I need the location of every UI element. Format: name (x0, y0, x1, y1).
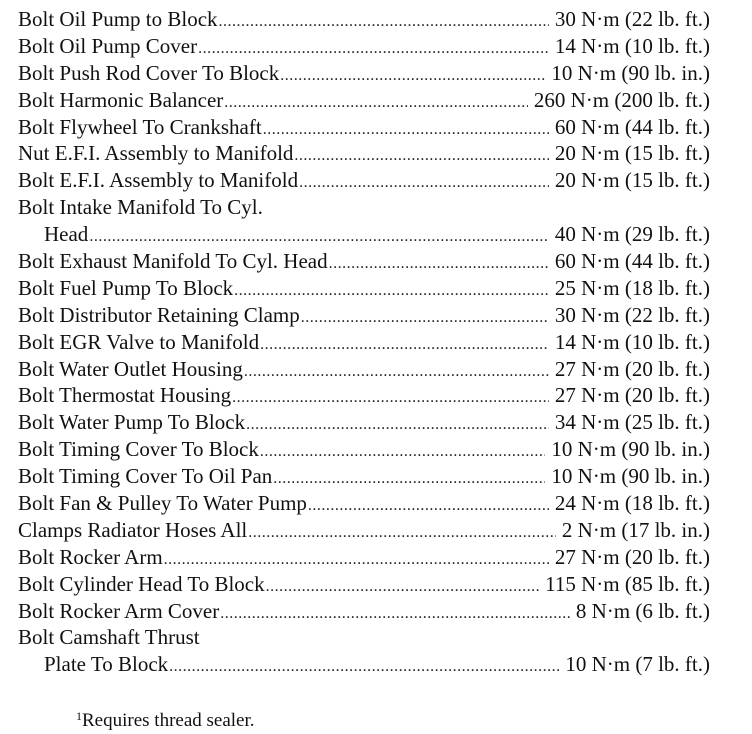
spec-value: 115 N·m (85 lb. ft.) (545, 571, 710, 596)
spec-row (18, 140, 710, 167)
spec-row (18, 302, 710, 329)
spec-value: 24 N·m (18 lb. ft.) (554, 491, 710, 516)
spec-row (18, 624, 710, 651)
spec-row (18, 114, 710, 141)
dot-leader (169, 654, 559, 681)
spec-row (18, 382, 710, 409)
spec-label: Bolt Harmonic Balancer (18, 87, 224, 112)
spec-row (18, 194, 710, 221)
spec-label: Bolt EGR Valve to Manifold (18, 329, 260, 354)
spec-value: 40 N·m (29 lb. ft.) (554, 222, 710, 247)
spec-label: Bolt E.F.I. Assembly to Manifold (18, 168, 299, 193)
dot-leader (89, 224, 549, 251)
dot-leader (260, 332, 549, 359)
spec-value: 14 N·m (10 lb. ft.) (554, 33, 710, 58)
spec-value: 30 N·m (22 lb. ft.) (554, 302, 710, 327)
spec-row (18, 60, 710, 87)
dot-leader (198, 36, 549, 63)
spec-value: 10 N·m (90 lb. in.) (551, 437, 710, 462)
spec-value: 14 N·m (10 lb. ft.) (554, 329, 710, 354)
spec-row (18, 167, 710, 194)
spec-row (18, 598, 710, 625)
spec-row (18, 436, 710, 463)
spec-row (18, 248, 710, 275)
dot-leader (299, 170, 549, 197)
dot-leader (234, 278, 549, 305)
spec-label: Bolt Camshaft Thrust (18, 625, 200, 650)
dot-leader (266, 574, 540, 601)
spec-value: 60 N·m (44 lb. ft.) (554, 249, 710, 274)
footnote (76, 705, 255, 732)
dot-leader (164, 547, 549, 574)
spec-label: Bolt Oil Pump to Block (18, 7, 218, 31)
spec-row (18, 33, 710, 60)
spec-label: Bolt Distributor Retaining Clamp (18, 302, 300, 327)
spec-row (18, 463, 710, 490)
spec-row (18, 356, 710, 383)
spec-row (18, 490, 710, 517)
dot-leader (232, 385, 549, 412)
spec-value: 260 N·m (200 lb. ft.) (533, 87, 710, 112)
spec-value: 2 N·m (17 lb. in.) (561, 517, 710, 542)
spec-row (18, 544, 710, 571)
dot-leader (248, 520, 556, 547)
dot-leader (329, 251, 549, 278)
spec-row-continuation (18, 221, 710, 248)
spec-value: 27 N·m (20 lb. ft.) (554, 356, 710, 381)
spec-row (18, 329, 710, 356)
dot-leader (219, 9, 549, 36)
spec-label: Bolt Fan & Pulley To Water Pump (18, 491, 307, 516)
spec-label: Bolt Intake Manifold To Cyl. (18, 195, 263, 220)
spec-label: Bolt Rocker Arm Cover (18, 598, 220, 623)
dot-leader (308, 493, 549, 520)
spec-label: Bolt Water Pump To Block (18, 410, 246, 435)
dot-leader (260, 439, 545, 466)
spec-row (18, 517, 710, 544)
spec-row (18, 87, 710, 114)
spec-row (18, 6, 710, 33)
spec-value: 10 N·m (7 lb. ft.) (565, 652, 710, 677)
spec-value: 20 N·m (15 lb. ft.) (554, 141, 710, 166)
dot-leader (280, 63, 545, 90)
spec-label: Bolt Timing Cover To Oil Pan (18, 464, 273, 489)
spec-value: 25 N·m (18 lb. ft.) (554, 275, 710, 300)
spec-value: 27 N·m (20 lb. ft.) (554, 544, 710, 569)
spec-label-continuation: Plate To Block (44, 652, 169, 677)
spec-value: 20 N·m (15 lb. ft.) (554, 168, 710, 193)
spec-label-continuation: Head (44, 222, 89, 247)
spec-label: Bolt Exhaust Manifold To Cyl. Head (18, 249, 328, 274)
spec-label: Bolt Rocker Arm (18, 544, 163, 569)
spec-label: Bolt Water Outlet Housing (18, 356, 243, 381)
spec-label: Bolt Timing Cover To Block (18, 437, 259, 462)
spec-value: 30 N·m (22 lb. ft.) (554, 7, 710, 31)
dot-leader (294, 143, 548, 170)
spec-value: 8 N·m (6 lb. ft.) (575, 598, 710, 623)
spec-value: 34 N·m (25 lb. ft.) (554, 410, 710, 435)
footnote-marker: 1 (76, 709, 82, 723)
spec-label: Clamps Radiator Hoses All (18, 517, 248, 542)
torque-spec-table (18, 6, 710, 678)
spec-row (18, 409, 710, 436)
footnote-text: Requires thread sealer. (82, 710, 255, 731)
spec-value: 27 N·m (20 lb. ft.) (554, 383, 710, 408)
spec-label: Bolt Thermostat Housing (18, 383, 232, 408)
spec-label: Bolt Cylinder Head To Block (18, 571, 265, 596)
spec-row (18, 275, 710, 302)
dot-leader (263, 117, 549, 144)
dot-leader (244, 359, 549, 386)
spec-label: Bolt Oil Pump Cover (18, 33, 198, 58)
spec-row-continuation (18, 651, 710, 678)
spec-value: 10 N·m (90 lb. in.) (551, 464, 710, 489)
spec-value: 10 N·m (90 lb. in.) (551, 60, 710, 85)
spec-label: Bolt Push Rod Cover To Block (18, 60, 280, 85)
dot-leader (224, 90, 528, 117)
spec-label: Bolt Fuel Pump To Block (18, 275, 234, 300)
spec-label: Nut E.F.I. Assembly to Manifold (18, 141, 294, 166)
dot-leader (301, 305, 549, 332)
dot-leader (246, 412, 549, 439)
spec-row (18, 571, 710, 598)
dot-leader (273, 466, 545, 493)
dot-leader (220, 601, 570, 628)
spec-label: Bolt Flywheel To Crankshaft (18, 114, 262, 139)
spec-value: 60 N·m (44 lb. ft.) (554, 114, 710, 139)
